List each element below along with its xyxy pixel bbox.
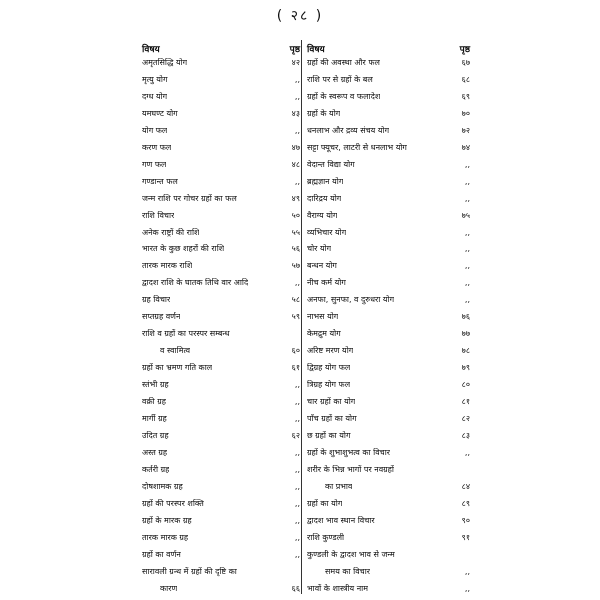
contents-page: ७६ xyxy=(461,312,470,322)
contents-row xyxy=(307,211,470,221)
contents-row xyxy=(142,448,300,458)
contents-row xyxy=(307,448,470,458)
contents-subject: यमघण्ट योग xyxy=(142,108,178,118)
contents-page: ७४ xyxy=(461,142,470,152)
contents-page: ८२ xyxy=(461,414,470,424)
contents-page: ५८ xyxy=(291,295,300,305)
subject-heading: विषय xyxy=(142,44,160,55)
contents-page: ७८ xyxy=(461,346,470,356)
contents-row xyxy=(142,261,300,271)
contents-subject: राशि व ग्रहों का परस्पर सम्बन्ध xyxy=(142,329,230,339)
contents-subject: शरीर के भिन्न भागों पर नवग्रहों xyxy=(307,464,394,474)
contents-subject: ग्रह विचार xyxy=(142,295,171,305)
contents-row xyxy=(142,431,300,441)
contents-page: ५० xyxy=(291,210,300,220)
contents-subject: व्यभिचार योग xyxy=(307,227,347,237)
contents-page: ,, xyxy=(294,176,300,186)
contents-page: ,, xyxy=(464,447,470,457)
contents-page: ,, xyxy=(464,278,470,288)
contents-page: ६९ xyxy=(461,91,470,101)
column-divider xyxy=(301,40,302,594)
contents-page: ,, xyxy=(464,261,470,271)
contents-row xyxy=(307,58,470,68)
contents-row xyxy=(307,177,470,187)
contents-subject: ग्रहों के मारक ग्रह xyxy=(142,515,192,525)
contents-row xyxy=(142,244,300,254)
contents-page: ,, xyxy=(294,380,300,390)
page-heading: पृष्ठ xyxy=(459,44,470,55)
contents-row xyxy=(142,346,300,356)
contents-page: ,, xyxy=(294,532,300,542)
contents-subject: ग्रहों का योग xyxy=(307,498,343,508)
contents-row xyxy=(142,75,300,85)
contents-subject: मृत्यु योग xyxy=(142,74,168,84)
contents-page: ७५ xyxy=(461,210,470,220)
contents-row xyxy=(307,228,470,238)
contents-row xyxy=(142,397,300,407)
contents-subject: वक्री ग्रह xyxy=(142,397,166,407)
contents-page: ९० xyxy=(461,515,470,525)
contents-page: ८९ xyxy=(461,498,470,508)
contents-row xyxy=(307,143,470,153)
contents-page: ७२ xyxy=(461,125,470,135)
left-contents-list xyxy=(142,58,300,594)
contents-page: ६७ xyxy=(461,58,470,67)
contents-page: ४२ xyxy=(291,58,300,67)
contents-row xyxy=(307,397,470,407)
contents-page: ४९ xyxy=(291,193,300,203)
contents-subject: धनलाभ और द्रव्य संचय योग xyxy=(307,125,390,135)
contents-row xyxy=(142,143,300,153)
contents-page: ६८ xyxy=(461,74,470,84)
contents-subject: नाभस योग xyxy=(307,312,339,322)
contents-row xyxy=(307,278,470,288)
contents-page: ,, xyxy=(464,176,470,186)
contents-subject: भारत के कुछ शहरों की राशि xyxy=(142,244,225,254)
contents-page: ४८ xyxy=(291,159,300,169)
contents-page: ,, xyxy=(464,193,470,203)
contents-page: ८१ xyxy=(461,397,470,407)
contents-page: ,, xyxy=(294,414,300,424)
contents-subject: गण फल xyxy=(142,159,167,169)
contents-row xyxy=(142,312,300,322)
contents-row xyxy=(307,465,470,475)
contents-subject: स्तंभी ग्रह xyxy=(142,380,169,390)
contents-row xyxy=(307,499,470,509)
contents-subject: अस्त ग्रह xyxy=(142,447,168,457)
contents-subject: सप्तग्रह वर्णन xyxy=(142,312,181,322)
contents-row xyxy=(142,211,300,221)
contents-row xyxy=(307,244,470,254)
contents-row xyxy=(142,329,300,339)
contents-subject: नीच कर्म योग xyxy=(307,278,346,288)
contents-page: ९१ xyxy=(461,532,470,542)
contents-subject: कुण्डली के द्वादश भाव से जन्म xyxy=(307,549,395,559)
contents-subject: अनेक राष्ट्रों की राशि xyxy=(142,227,200,237)
contents-subject: उदित ग्रह xyxy=(142,430,169,440)
contents-subject: व स्वामित्व xyxy=(160,346,191,356)
contents-row xyxy=(307,109,470,119)
contents-row xyxy=(142,194,300,204)
contents-page: ८३ xyxy=(461,430,470,440)
contents-page: ८४ xyxy=(461,481,470,491)
contents-subject: सट्टा फ्यूचर, लाटरी से धनलाभ योग xyxy=(307,142,407,152)
contents-subject: बन्धन योग xyxy=(307,261,337,271)
contents-row xyxy=(307,550,470,560)
contents-page: ,, xyxy=(464,227,470,237)
contents-subject: जन्म राशि पर गोचर ग्रहों का फल xyxy=(142,193,237,203)
contents-subject: का प्रभाव xyxy=(325,481,353,491)
contents-row xyxy=(307,346,470,356)
contents-subject: चोर योग xyxy=(307,244,332,254)
contents-subject: कर्तरी ग्रह xyxy=(142,464,170,474)
contents-page: ,, xyxy=(294,278,300,288)
contents-page: ,, xyxy=(294,498,300,508)
contents-subject: दग्ध योग xyxy=(142,91,168,101)
contents-page: ५७ xyxy=(291,261,300,271)
contents-subject: अरिष्ट मरण योग xyxy=(307,346,354,356)
contents-subject: ग्रहों के शुभाशुभत्व का विचार xyxy=(307,447,391,457)
contents-subject: ग्रहों का वर्णन xyxy=(142,549,181,559)
contents-subject: ब्रह्मज्ञान योग xyxy=(307,176,344,186)
contents-subject: ग्रहों की अवस्था और फल xyxy=(307,58,380,67)
contents-row xyxy=(142,92,300,102)
contents-page: ७९ xyxy=(461,363,470,373)
contents-subject: राशि कुण्डली xyxy=(307,532,345,542)
contents-subject: करण फल xyxy=(142,142,172,152)
contents-row xyxy=(142,482,300,492)
contents-page: ,, xyxy=(464,566,470,576)
contents-row xyxy=(142,228,300,238)
subject-heading: विषय xyxy=(307,44,325,55)
contents-subject: मार्गी ग्रह xyxy=(142,414,167,424)
contents-page: ६१ xyxy=(291,363,300,373)
contents-row xyxy=(142,295,300,305)
left-column xyxy=(142,40,300,594)
contents-page: ,, xyxy=(294,464,300,474)
contents-subject: द्वादश भाव स्थान विचार xyxy=(307,515,375,525)
contents-page: ६० xyxy=(291,346,300,356)
contents-row xyxy=(142,584,300,594)
contents-subject: सारावली ग्रन्थ में ग्रहों की दृष्टि का xyxy=(142,566,237,576)
right-column xyxy=(307,40,470,594)
contents-page: ५५ xyxy=(291,227,300,237)
contents-row xyxy=(142,414,300,424)
contents-page: ,, xyxy=(464,295,470,305)
contents-subject: राशि पर से ग्रहों के बल xyxy=(307,74,373,84)
contents-row xyxy=(142,380,300,390)
page-heading: पृष्ठ xyxy=(289,44,300,55)
contents-subject: अनफा, सुनफा, व दुरुधरा योग xyxy=(307,295,395,305)
contents-subject: गण्डान्त फल xyxy=(142,176,178,186)
contents-subject: ग्रहों की परस्पर शक्ति xyxy=(142,498,204,508)
contents-row xyxy=(307,567,470,577)
contents-row xyxy=(307,75,470,85)
contents-row xyxy=(142,109,300,119)
contents-page: ७७ xyxy=(461,329,470,339)
contents-row xyxy=(142,516,300,526)
contents-page: ६६ xyxy=(291,583,300,593)
contents-page: ,, xyxy=(294,447,300,457)
contents-page: ,, xyxy=(464,159,470,169)
contents-row xyxy=(307,584,470,594)
contents-row xyxy=(307,380,470,390)
contents-page: ,, xyxy=(464,583,470,593)
contents-subject: राशि विचार xyxy=(142,210,175,220)
contents-subject: ग्रहों के स्वरूप व फलादेश xyxy=(307,91,381,101)
contents-subject: दारिद्रय योग xyxy=(307,193,342,203)
contents-row xyxy=(142,363,300,373)
contents-page: ४३ xyxy=(291,108,300,118)
contents-subject: वेदान्त विद्या योग xyxy=(307,159,355,169)
contents-row xyxy=(142,499,300,509)
contents-subject: दोषशामक ग्रह xyxy=(142,481,183,491)
left-column-header xyxy=(142,40,300,56)
contents-row xyxy=(142,465,300,475)
contents-subject: द्वादश राशि के घातक तिथि वार आदि xyxy=(142,278,249,288)
contents-subject: अमृतसिद्धि योग xyxy=(142,58,188,67)
contents-page: ४७ xyxy=(291,142,300,152)
contents-page: ,, xyxy=(464,244,470,254)
contents-page: ,, xyxy=(294,515,300,525)
contents-subject: छ ग्रहों का योग xyxy=(307,430,351,440)
contents-subject: भावों के शास्त्रीय नाम xyxy=(307,583,369,593)
contents-row xyxy=(307,482,470,492)
contents-subject: पाँच ग्रहों का योग xyxy=(307,414,357,424)
contents-row xyxy=(307,312,470,322)
contents-row xyxy=(142,533,300,543)
contents-page: ५६ xyxy=(291,244,300,254)
contents-row xyxy=(307,92,470,102)
contents-subject: तारक मारक राशि xyxy=(142,261,193,271)
right-column-header xyxy=(307,40,470,56)
contents-subject: केमद्रुम योग xyxy=(307,329,341,339)
contents-subject: त्रिग्रह योग फल xyxy=(307,380,351,390)
contents-subject: ग्रहों के योग xyxy=(307,108,341,118)
contents-page: ८० xyxy=(461,380,470,390)
contents-row xyxy=(307,160,470,170)
contents-row xyxy=(307,414,470,424)
right-contents-list xyxy=(307,58,470,594)
contents-row xyxy=(142,160,300,170)
contents-row xyxy=(307,516,470,526)
contents-row xyxy=(307,329,470,339)
contents-page: ,, xyxy=(294,397,300,407)
contents-row xyxy=(307,194,470,204)
contents-subject: चार ग्रहों का योग xyxy=(307,397,356,407)
page-number: ( २८ ) xyxy=(276,8,324,24)
contents-page: ५९ xyxy=(291,312,300,322)
contents-subject: वैराग्य योग xyxy=(307,210,338,220)
contents-page: ,, xyxy=(294,74,300,84)
contents-row xyxy=(307,431,470,441)
contents-row xyxy=(142,177,300,187)
contents-subject: समय का विचार xyxy=(325,566,371,576)
contents-row xyxy=(307,295,470,305)
contents-row xyxy=(307,261,470,271)
contents-row xyxy=(307,363,470,373)
contents-page: ,, xyxy=(294,125,300,135)
contents-row xyxy=(307,533,470,543)
contents-row xyxy=(142,58,300,68)
contents-subject: तारक मारक ग्रह xyxy=(142,532,189,542)
contents-page: ,, xyxy=(294,91,300,101)
contents-subject: ग्रहों का भ्रमण गति काल xyxy=(142,363,213,373)
contents-subject: द्विग्रह योग फल xyxy=(307,363,351,373)
contents-page: ,, xyxy=(294,481,300,491)
contents-row xyxy=(142,126,300,136)
contents-subject: योग फल xyxy=(142,125,168,135)
contents-row xyxy=(142,567,300,577)
contents-page: ,, xyxy=(294,549,300,559)
contents-row xyxy=(307,126,470,136)
contents-page: ६२ xyxy=(291,430,300,440)
contents-row xyxy=(142,550,300,560)
contents-row xyxy=(142,278,300,288)
contents-subject: कारण xyxy=(160,583,178,593)
contents-page: ७० xyxy=(461,108,470,118)
